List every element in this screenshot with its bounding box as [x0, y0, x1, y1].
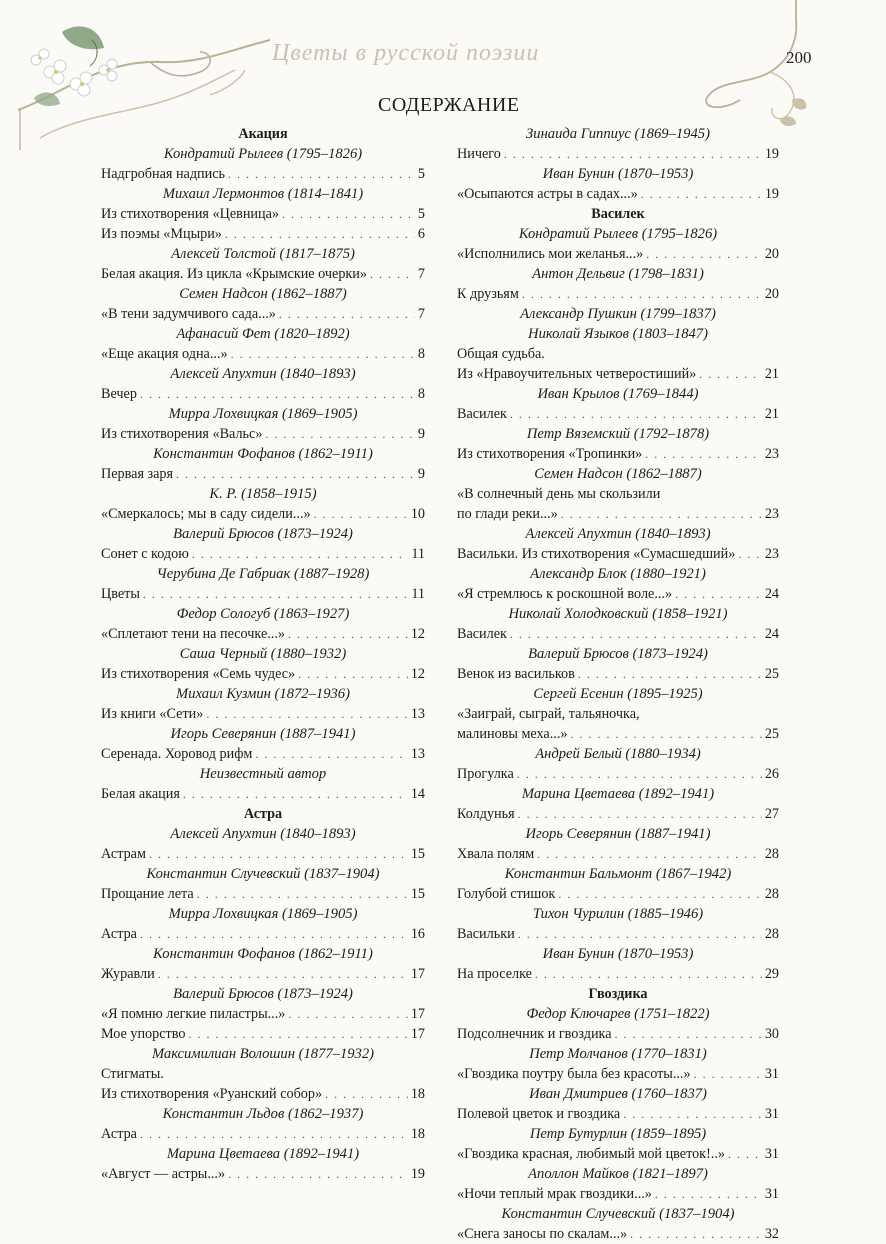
toc-entry — [101, 1164, 425, 1184]
toc-entry — [457, 544, 779, 564]
dot-leader — [197, 884, 408, 904]
entry-title: Полевой цветок и гвоздика — [457, 1106, 621, 1122]
toc-entry — [101, 464, 425, 484]
entry-page-number: 13 — [410, 706, 425, 722]
entry-page-number: 28 — [764, 846, 779, 862]
dot-leader — [694, 1064, 762, 1084]
author-name: Кондратий Рылеев (1795–1826) — [163, 146, 363, 162]
entry-page-number: 10 — [410, 506, 425, 522]
dot-leader — [578, 664, 762, 684]
entry-title: Журавли — [101, 966, 155, 982]
author-name: Мирра Лохвицкая (1869–1905) — [168, 406, 358, 422]
entry-title: Голубой стишок — [457, 886, 556, 902]
dot-leader — [675, 584, 762, 604]
author-name: Константин Фофанов (1862–1911) — [153, 446, 373, 462]
entry-title: Василек — [457, 626, 507, 642]
entry-page-number: 14 — [410, 786, 425, 802]
entry-title: «Ночи теплый мрак гвоздики...» — [457, 1186, 652, 1202]
entry-title: малиновы меха...» — [457, 726, 568, 742]
entry-title-line: Стигматы. — [101, 1066, 164, 1082]
entry-title: Цветы — [101, 586, 140, 602]
entry-page-number: 7 — [417, 266, 425, 282]
entry-title: Ничего — [457, 146, 501, 162]
author-name: Николай Холодковский (1858–1921) — [508, 606, 728, 622]
toc-entry — [101, 924, 425, 944]
entry-page-number: 7 — [417, 306, 425, 322]
entry-page-number: 15 — [410, 886, 425, 902]
entry-page-number: 29 — [764, 966, 779, 982]
entry-page-number: 20 — [764, 286, 779, 302]
dot-leader — [192, 544, 409, 564]
dot-leader — [231, 344, 415, 364]
entry-title-line: «Заиграй, сыграй, тальяночка, — [457, 706, 640, 722]
dot-leader — [298, 664, 408, 684]
entry-page-number: 25 — [764, 726, 779, 742]
toc-entry — [101, 384, 425, 404]
toc-entry — [457, 664, 779, 684]
dot-leader — [615, 1024, 762, 1044]
entry-page-number: 15 — [410, 846, 425, 862]
author-name: Федор Сологуб (1863–1927) — [176, 606, 350, 622]
page-number: 200 — [786, 48, 812, 67]
dot-leader — [558, 884, 762, 904]
entry-title: Хвала полям — [457, 846, 535, 862]
dot-leader — [646, 244, 762, 264]
author-name: Саша Черный (1880–1932) — [179, 646, 347, 662]
dot-leader — [370, 264, 415, 284]
toc-entry — [457, 1024, 779, 1044]
entry-title: Из поэмы «Мцыри» — [101, 226, 222, 242]
entry-page-number: 18 — [410, 1126, 425, 1142]
entry-page-number: 21 — [764, 406, 779, 422]
dot-leader — [228, 164, 415, 184]
entry-title: Из стихотворения «Вальс» — [101, 426, 263, 442]
entry-page-number: 6 — [417, 226, 425, 242]
toc-entry — [457, 584, 779, 604]
author-name: Иван Бунин (1870–1953) — [542, 166, 694, 182]
entry-title: «Еще акация одна...» — [101, 346, 228, 362]
entry-title: Астра — [101, 1126, 137, 1142]
author-name: Алексей Толстой (1817–1875) — [171, 246, 355, 262]
entry-title: «Гвоздика поутру была без красоты...» — [457, 1066, 691, 1082]
author-name: Валерий Брюсов (1873–1924) — [173, 526, 353, 542]
author-name: Тихон Чурилин (1885–1946) — [532, 906, 704, 922]
toc-entry — [101, 784, 425, 804]
running-title: Цветы в русской поэзии — [272, 40, 540, 66]
dot-leader — [314, 504, 408, 524]
entry-title: Прощание лета — [101, 886, 194, 902]
entry-page-number: 18 — [410, 1086, 425, 1102]
entry-page-number: 31 — [764, 1066, 779, 1082]
entry-title: Из стихотворения «Цевница» — [101, 206, 279, 222]
entry-page-number: 28 — [764, 926, 779, 942]
entry-page-number: 31 — [764, 1146, 779, 1162]
toc-entry — [101, 1124, 425, 1144]
author-name: Михаил Кузмин (1872–1936) — [176, 686, 350, 702]
dot-leader — [140, 384, 415, 404]
author-name: Андрей Белый (1880–1934) — [535, 746, 701, 762]
toc-column-right — [457, 124, 779, 1244]
author-name: Константин Бальмонт (1867–1942) — [504, 866, 732, 882]
entry-title: Белая акация. Из цикла «Крымские очерки» — [101, 266, 367, 282]
entry-page-number: 5 — [417, 166, 425, 182]
entry-title: Серенада. Хоровод рифм — [101, 746, 253, 762]
toc-entry — [457, 884, 779, 904]
entry-page-number: 27 — [764, 806, 779, 822]
entry-title: Васильки — [457, 926, 515, 942]
entry-title: Сонет с кодою — [101, 546, 189, 562]
author-name: Зинаида Гиппиус (1869–1945) — [526, 126, 710, 142]
entry-title: «Исполнились мои желанья...» — [457, 246, 644, 262]
dot-leader — [282, 204, 415, 224]
entry-page-number: 11 — [411, 546, 425, 562]
author-name: Игорь Северянин (1887–1941) — [525, 826, 711, 842]
entry-page-number: 21 — [764, 366, 779, 382]
dot-leader — [288, 624, 408, 644]
entry-page-number: 20 — [764, 246, 779, 262]
entry-page-number: 13 — [410, 746, 425, 762]
entry-page-number: 19 — [410, 1166, 425, 1182]
entry-page-number: 26 — [764, 766, 779, 782]
author-name: Афанасий Фет (1820–1892) — [176, 326, 350, 342]
entry-title-line: «В солнечный день мы скользили — [457, 486, 661, 502]
entry-title: «Я стремлюсь к роскошной воле...» — [457, 586, 673, 602]
toc-entry — [101, 1004, 425, 1024]
entry-title: Из книги «Сети» — [101, 706, 204, 722]
toc-entry — [457, 1184, 779, 1204]
dot-leader — [325, 1084, 408, 1104]
author-name: Алексей Апухтин (1840–1893) — [170, 826, 356, 842]
toc-entry — [457, 364, 779, 384]
author-name: Петр Бутурлин (1859–1895) — [529, 1126, 707, 1142]
entry-title: Из стихотворения «Тропинки» — [457, 446, 643, 462]
dot-leader — [630, 1224, 762, 1244]
dot-leader — [176, 464, 415, 484]
dot-leader — [517, 764, 762, 784]
toc-entry — [101, 744, 425, 764]
dot-leader — [699, 364, 762, 384]
dot-leader — [518, 804, 762, 824]
entry-page-number: 31 — [764, 1106, 779, 1122]
toc-entry — [101, 204, 425, 224]
entry-page-number: 23 — [764, 546, 779, 562]
entry-title: «Сплетают тени на песочке...» — [101, 626, 285, 642]
toc-entry — [101, 424, 425, 444]
entry-page-number: 16 — [410, 926, 425, 942]
entry-title: К друзьям — [457, 286, 519, 302]
entry-page-number: 23 — [764, 506, 779, 522]
entry-page-number: 8 — [417, 346, 425, 362]
author-name: Семен Надсон (1862–1887) — [534, 466, 702, 482]
dot-leader — [623, 1104, 762, 1124]
author-name: Петр Молчанов (1770–1831) — [529, 1046, 707, 1062]
entry-title: Прогулка — [457, 766, 514, 782]
entry-title: Первая заря — [101, 466, 174, 482]
entry-page-number: 9 — [417, 426, 425, 442]
author-name: Федор Ключарев (1751–1822) — [526, 1006, 710, 1022]
dot-leader — [510, 404, 762, 424]
author-name: Константин Случевский (1837–1904) — [501, 1206, 735, 1222]
section-heading: Василек — [591, 206, 645, 222]
entry-title: Из стихотворения «Руанский собор» — [101, 1086, 323, 1102]
toc-entry — [101, 304, 425, 324]
toc-entry — [457, 764, 779, 784]
entry-title: Астра — [101, 926, 137, 942]
author-name: Алексей Апухтин (1840–1893) — [525, 526, 711, 542]
dot-leader — [641, 184, 762, 204]
dot-leader — [561, 504, 762, 524]
entry-page-number: 17 — [410, 966, 425, 982]
entry-title: Васильки. Из стихотворения «Сумасшедший» — [457, 546, 736, 562]
dot-leader — [738, 544, 762, 564]
author-name: Марина Цветаева (1892–1941) — [166, 1146, 360, 1162]
toc-entry — [101, 224, 425, 244]
author-name: Константин Льдов (1862–1937) — [162, 1106, 364, 1122]
entry-title: «Гвоздика красная, любимый мой цветок!..» — [457, 1146, 725, 1162]
toc-entry — [101, 704, 425, 724]
entry-title: Вечер — [101, 386, 137, 402]
author-name: Иван Дмитриев (1760–1837) — [529, 1086, 707, 1102]
author-name: Сергей Есенин (1895–1925) — [533, 686, 703, 702]
toc-entry — [457, 1224, 779, 1244]
entry-title-line: Общая судьба. — [457, 346, 545, 362]
toc-entry — [457, 444, 779, 464]
author-name: К. Р. (1858–1915) — [209, 486, 317, 502]
toc-entry — [457, 404, 779, 424]
toc-entry — [101, 504, 425, 524]
toc-entry — [457, 284, 779, 304]
author-name: Александр Пушкин (1799–1837) — [520, 306, 716, 322]
dot-leader — [288, 1004, 407, 1024]
toc-entry — [101, 1024, 425, 1044]
dot-leader — [570, 724, 761, 744]
entry-page-number: 17 — [410, 1026, 425, 1042]
dot-leader — [537, 844, 762, 864]
section-heading: Гвоздика — [588, 986, 648, 1002]
dot-leader — [265, 424, 414, 444]
toc-entry — [101, 344, 425, 364]
entry-page-number: 28 — [764, 886, 779, 902]
entry-title: по глади реки...» — [457, 506, 558, 522]
toc-entry — [101, 884, 425, 904]
entry-page-number: 19 — [764, 146, 779, 162]
author-name: Алексей Апухтин (1840–1893) — [170, 366, 356, 382]
dot-leader — [228, 1164, 408, 1184]
dot-leader — [655, 1184, 762, 1204]
author-name: Николай Языков (1803–1847) — [528, 326, 708, 342]
entry-title: «Смеркалось; мы в саду сидели...» — [101, 506, 311, 522]
toc-entry — [101, 164, 425, 184]
entry-title: Василек — [457, 406, 507, 422]
toc-entry — [101, 1084, 425, 1104]
author-name: Марина Цветаева (1892–1941) — [521, 786, 715, 802]
entry-page-number: 32 — [764, 1226, 779, 1242]
section-heading: Астра — [243, 806, 283, 822]
dot-leader — [255, 744, 407, 764]
dot-leader — [183, 784, 408, 804]
dot-leader — [158, 964, 408, 984]
dot-leader — [522, 284, 762, 304]
entry-page-number: 8 — [417, 386, 425, 402]
entry-title: Астрам — [101, 846, 146, 862]
entry-page-number: 11 — [411, 586, 425, 602]
entry-page-number: 24 — [764, 626, 779, 642]
toc-entry — [457, 184, 779, 204]
author-name: Антон Дельвиг (1798–1831) — [532, 266, 704, 282]
dot-leader — [140, 1124, 408, 1144]
toc-entry — [457, 244, 779, 264]
toc-entry — [457, 144, 779, 164]
entry-page-number: 19 — [764, 186, 779, 202]
dot-leader — [728, 1144, 762, 1164]
entry-page-number: 24 — [764, 586, 779, 602]
entry-title: На проселке — [457, 966, 532, 982]
entry-page-number: 12 — [410, 666, 425, 682]
dot-leader — [504, 144, 762, 164]
entry-page-number: 31 — [764, 1186, 779, 1202]
toc-entry — [457, 1064, 779, 1084]
section-heading: Акация — [238, 126, 288, 142]
author-name: Валерий Брюсов (1873–1924) — [528, 646, 708, 662]
toc-entry — [101, 584, 425, 604]
dot-leader — [206, 704, 407, 724]
entry-title: «Я помню легкие пиластры...» — [101, 1006, 286, 1022]
entry-title: «Осыпаются астры в садах...» — [457, 186, 638, 202]
author-name: Иван Крылов (1769–1844) — [537, 386, 699, 402]
toc-entry — [101, 624, 425, 644]
toc-entry — [101, 664, 425, 684]
entry-title: Подсолнечник и гвоздика — [457, 1026, 612, 1042]
toc-entry — [101, 544, 425, 564]
entry-title: Надгробная надпись — [101, 166, 226, 182]
author-name: Мирра Лохвицкая (1869–1905) — [168, 906, 358, 922]
entry-page-number: 5 — [417, 206, 425, 222]
toc-entry — [101, 264, 425, 284]
entry-page-number: 12 — [410, 626, 425, 642]
author-name: Александр Блок (1880–1921) — [530, 566, 706, 582]
toc-entry — [457, 924, 779, 944]
author-name: Иван Бунин (1870–1953) — [542, 946, 694, 962]
dot-leader — [518, 924, 762, 944]
toc-entry — [457, 1144, 779, 1164]
entry-title: Из стихотворения «Семь чудес» — [101, 666, 296, 682]
entry-title: Венок из васильков — [457, 666, 575, 682]
dot-leader — [645, 444, 762, 464]
dot-leader — [140, 924, 408, 944]
toc-entry — [101, 964, 425, 984]
author-name: Валерий Брюсов (1873–1924) — [173, 986, 353, 1002]
dot-leader — [225, 224, 415, 244]
entry-page-number: 30 — [764, 1026, 779, 1042]
entry-page-number: 17 — [410, 1006, 425, 1022]
author-name: Петр Вяземский (1792–1878) — [526, 426, 710, 442]
dot-leader — [188, 1024, 407, 1044]
entry-title: Колдунья — [457, 806, 515, 822]
author-name: Аполлон Майков (1821–1897) — [528, 1166, 708, 1182]
toc-entry — [457, 504, 779, 524]
author-name: Кондратий Рылеев (1795–1826) — [518, 226, 718, 242]
dot-leader — [510, 624, 762, 644]
author-name: Константин Фофанов (1862–1911) — [153, 946, 373, 962]
toc-entry — [457, 724, 779, 744]
toc-entry — [457, 1104, 779, 1124]
author-name: Семен Надсон (1862–1887) — [179, 286, 347, 302]
entry-title: «Снега заносы по скалам...» — [457, 1226, 628, 1242]
toc-column-left — [101, 124, 425, 1184]
entry-title: Белая акация — [101, 786, 180, 802]
entry-title: Из «Нравоучительных четверостиший» — [457, 366, 697, 382]
contents-title: СОДЕРЖАНИЕ — [378, 94, 520, 116]
dot-leader — [535, 964, 762, 984]
toc-entry — [457, 844, 779, 864]
toc-entry — [457, 804, 779, 824]
author-name: Михаил Лермонтов (1814–1841) — [162, 186, 364, 202]
author-name: Черубина Де Габриак (1887–1928) — [156, 566, 370, 582]
entry-page-number: 25 — [764, 666, 779, 682]
toc-entry — [457, 624, 779, 644]
toc-entry — [101, 844, 425, 864]
dot-leader — [149, 844, 408, 864]
toc-entry — [457, 964, 779, 984]
entry-title: «Август — астры...» — [101, 1166, 226, 1182]
author-name: Константин Случевский (1837–1904) — [146, 866, 380, 882]
entry-title: Мое упорство — [101, 1026, 186, 1042]
author-name: Игорь Северянин (1887–1941) — [170, 726, 356, 742]
entry-title: «В тени задумчивого сада...» — [101, 306, 276, 322]
author-name: Максимилиан Волошин (1877–1932) — [151, 1046, 375, 1062]
entry-page-number: 9 — [417, 466, 425, 482]
author-name: Неизвестный автор — [199, 766, 327, 782]
dot-leader — [143, 584, 408, 604]
entry-page-number: 23 — [764, 446, 779, 462]
dot-leader — [279, 304, 415, 324]
